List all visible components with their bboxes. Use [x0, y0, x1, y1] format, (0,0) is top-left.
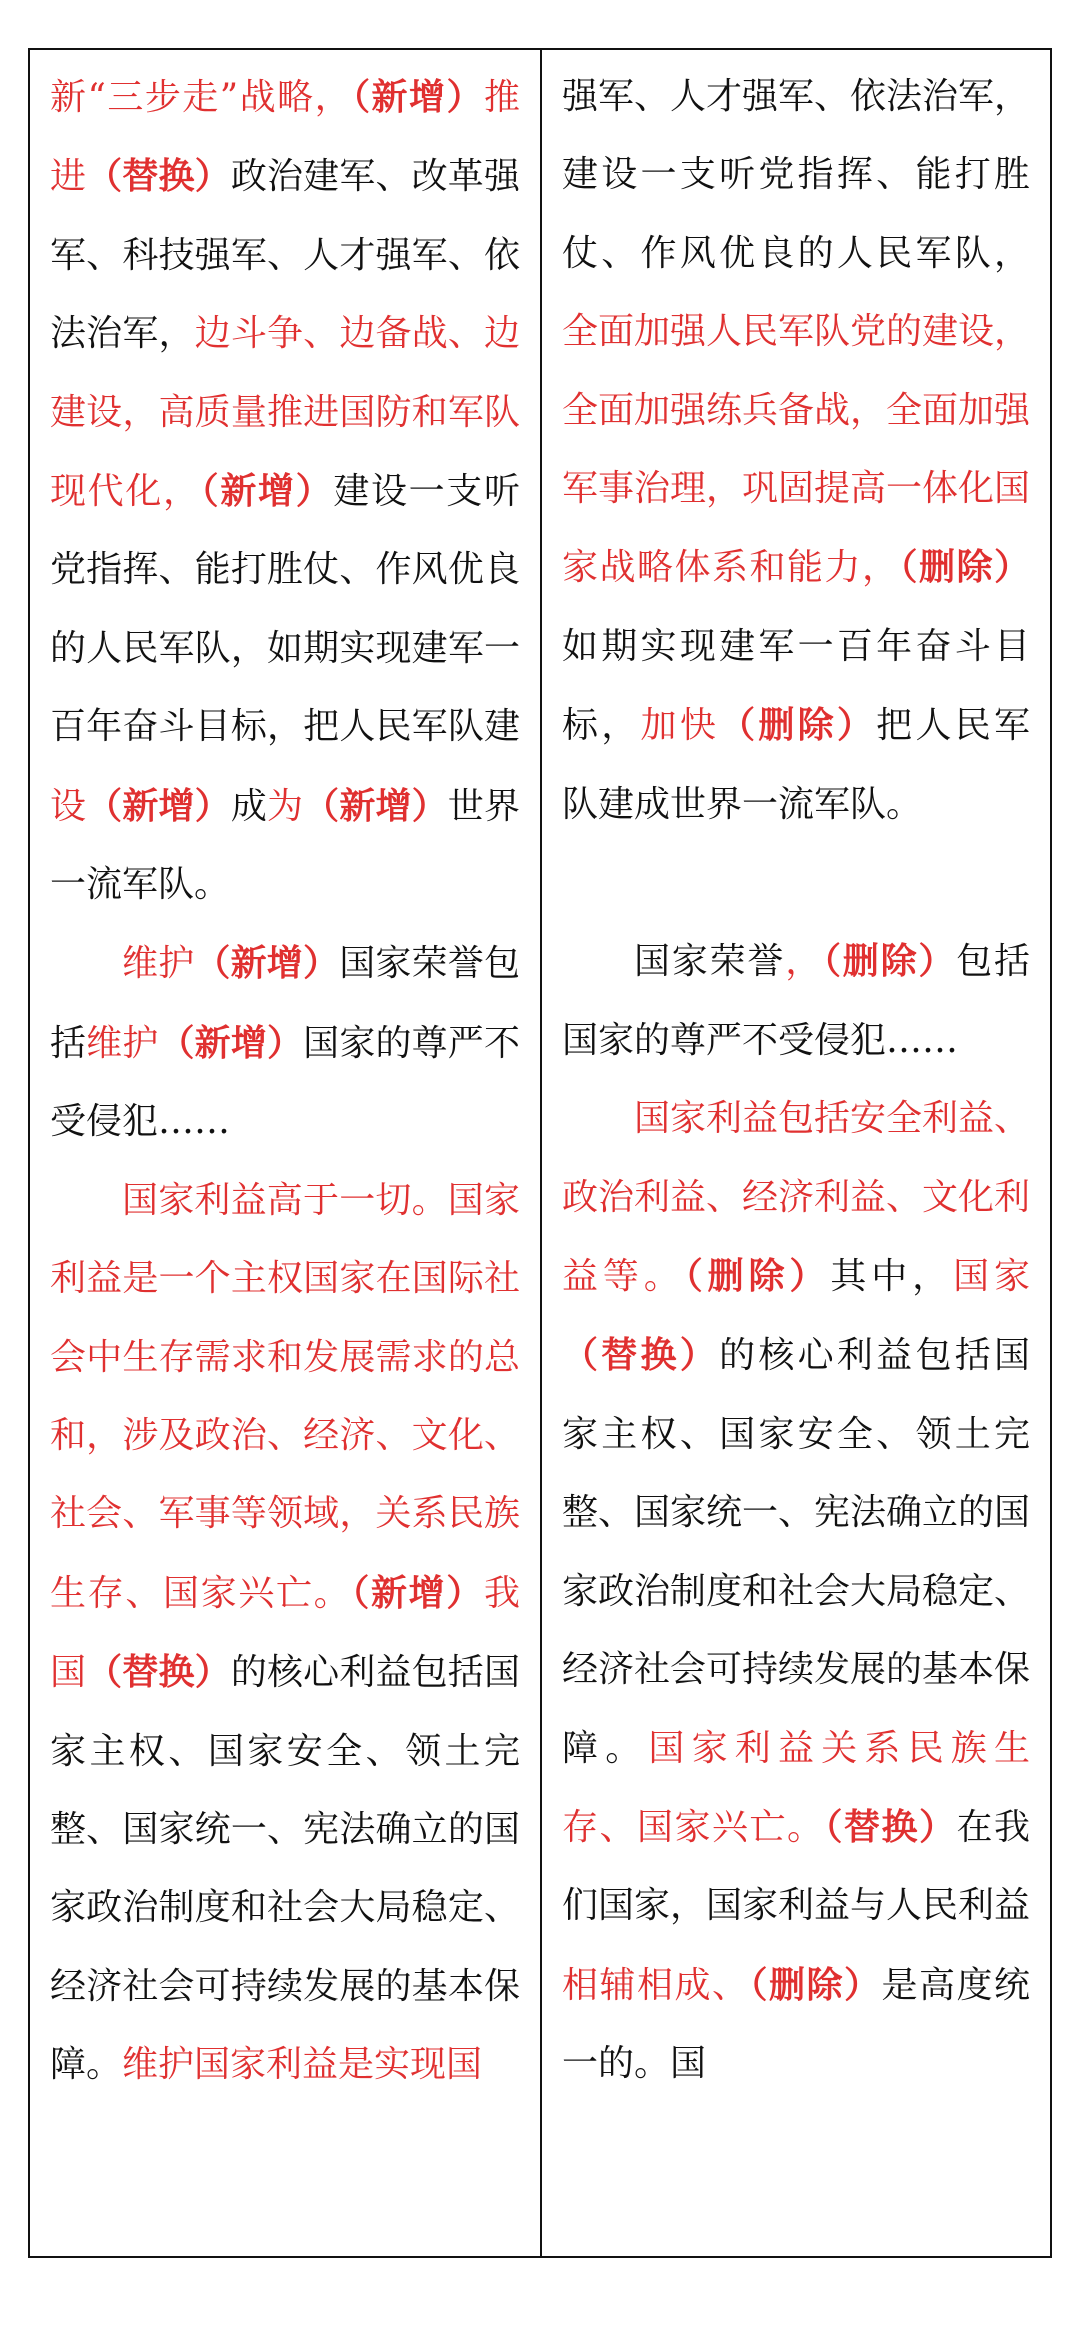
- edit-marker: （新增）: [352, 76, 484, 118]
- edit-marker: （删除）: [719, 704, 877, 747]
- right-paragraph: [562, 1080, 1030, 2103]
- text-segment: 世界一流军队。: [50, 785, 520, 906]
- highlighted-text: 维护: [122, 943, 195, 985]
- text-segment: 其中，: [830, 1256, 954, 1298]
- left-paragraph: [50, 1162, 520, 2105]
- left-paragraph: [50, 924, 520, 1161]
- highlighted-text: 加快: [640, 705, 720, 747]
- left-column: [30, 50, 542, 2256]
- edit-marker: （删除）: [822, 940, 957, 983]
- text-segment: 成: [230, 785, 267, 827]
- edit-marker: （新增）: [351, 1571, 484, 1614]
- right-column: [542, 50, 1050, 2256]
- text-segment: 的核心利益包括国家主权、国家安全、领土完整、国家统一、宪法确立的国家政治制度和社会大局稳定、经济社会可持续发展的基本保障。: [562, 1335, 1031, 1769]
- text-segment: 包括国家的尊严不受侵犯……: [562, 941, 1030, 1061]
- highlighted-text: 相辅相成、: [562, 1964, 750, 2006]
- edit-marker: （替换）: [86, 155, 231, 198]
- highlighted-text: 设: [50, 785, 87, 827]
- edit-marker: （替换）: [824, 1805, 957, 1848]
- edit-marker: （新增）: [86, 784, 231, 827]
- highlighted-text: 新“三步走”战略，: [50, 77, 353, 118]
- edit-marker: （新增）: [303, 784, 448, 827]
- highlighted-text: 全面加强人民军队党的建设，全面加强练兵备战，全面加强军事治理，巩固提高一体化国家战略体系和能力，: [562, 311, 1031, 589]
- left-paragraph: [50, 58, 520, 924]
- highlighted-text: 推进: [50, 77, 520, 198]
- text-segment: 政治建军、改革强军、科技强军、人才强军、依法治军，: [50, 156, 520, 355]
- text-segment: 是高度统一的。国: [562, 1964, 1030, 2085]
- text-segment: 如期实现建军一百年奋斗目标，: [562, 625, 1030, 747]
- highlighted-text: 我国: [50, 1572, 520, 1694]
- text-segment: 强军、人才强军、依法治军，建设一支听党指挥、能打胜仗、作风优良的人民军队，: [562, 76, 1031, 274]
- highlighted-text: 国家利益包括安全利益、政治利益、经济利益、文化利益等。: [562, 1098, 1031, 1298]
- edit-marker: （删除）: [899, 546, 1030, 589]
- text-segment: 国家的尊严不受侵犯……: [50, 1022, 520, 1143]
- highlighted-text: 维护国家利益是实现国: [122, 2044, 483, 2086]
- edit-marker: （新增）: [194, 942, 340, 985]
- highlighted-text: 国家利益高于一切。国家利益是一个主权国家在国际社会中生存需求和发展需求的总和，涉及政治、经济、文化、社会、军事等领域，关系民族生存、国家兴亡。: [50, 1179, 520, 1614]
- highlighted-text: 边斗争、边备战、边建设，高质量推进国防和军队现代化，: [50, 313, 520, 513]
- highlighted-text: 国家: [953, 1256, 1030, 1298]
- right-paragraph: [562, 58, 1030, 844]
- edit-marker: （删除）: [749, 1963, 882, 2006]
- comparison-table: [28, 48, 1052, 2258]
- highlighted-text: 为: [266, 785, 304, 827]
- text-segment: 的核心利益包括国家主权、国家安全、领土完整、国家统一、宪法确立的国家政治制度和社会大局稳定、经济社会可持续发展的基本保障。: [50, 1652, 520, 2086]
- edit-marker: （替换）: [86, 1651, 231, 1694]
- edit-marker: （替换）: [562, 1334, 720, 1377]
- text-segment: 国家荣誉包括: [50, 943, 520, 1064]
- text-segment: 在我们国家，国家利益与人民利益: [562, 1806, 1031, 1927]
- highlighted-text: 维护: [86, 1022, 159, 1064]
- edit-marker: （新增）: [158, 1021, 304, 1064]
- highlighted-text: 国家利益关系民族生存、国家兴亡。: [562, 1727, 1030, 1848]
- edit-marker: （删除）: [684, 1255, 831, 1298]
- text-segment: 国家荣誉: [634, 941, 786, 983]
- edit-marker: （新增）: [200, 470, 334, 513]
- text-segment: 建设一支听党指挥、能打胜仗、作风优良的人民军队，如期实现建军一百年奋斗目标，把人民军队建: [50, 471, 520, 748]
- right-paragraph: [562, 922, 1030, 1080]
- highlighted-text: ，: [785, 941, 823, 983]
- text-segment: 把人民军队建成世界一流军队。: [562, 705, 1030, 825]
